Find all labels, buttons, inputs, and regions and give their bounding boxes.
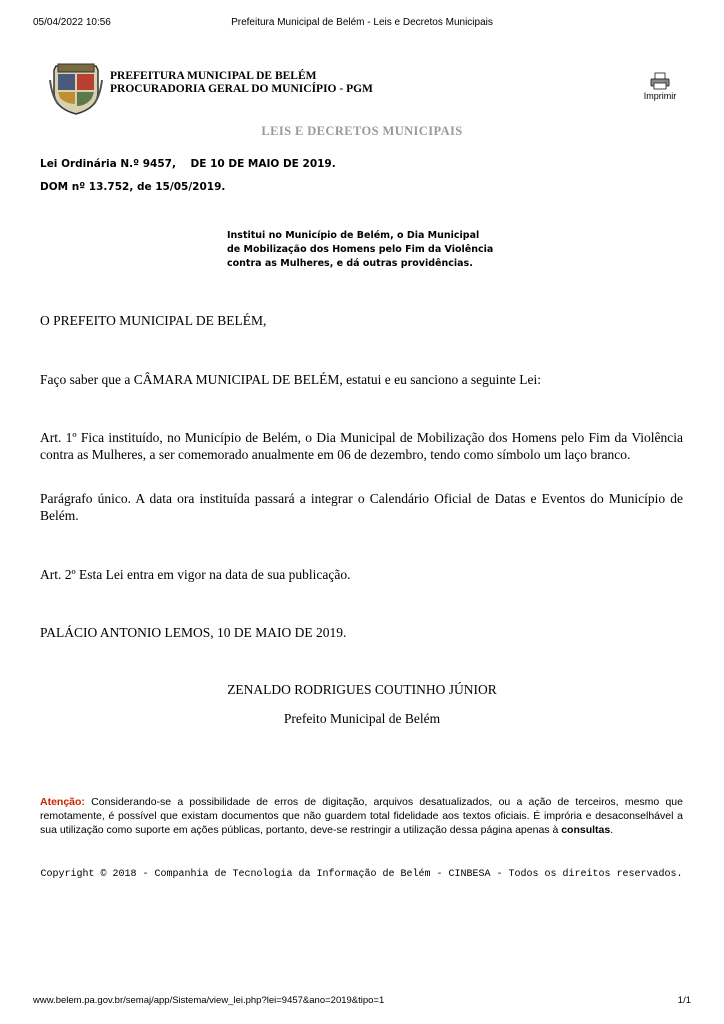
- disclaimer-end: .: [610, 824, 614, 836]
- article-1: Art. 1º Fica instituído, no Município de Belém, o Dia Municipal de Mobilização dos Homens pelo Fim da Violência contra as Mulheres, a ser comemorado anualmente em 06 de dezembro, tendo como símbolo um laço branco.: [40, 430, 683, 462]
- print-datetime: 05/04/2022 10:56: [33, 17, 111, 28]
- disclaimer-text: Considerando-se a possibilidade de erros de digitação, arquivos desatualizados, ou a ação de terceiros, mesmo que remotamente, é possível que existam documentos que não guardem total fidelidade aos textos oficiais. É imprória e desaconselhável a sua utilização como suporte em ações públicas, portanto, deve-se restringir a utilização dessa página apenas à: [40, 796, 683, 836]
- disclaimer: [40, 795, 683, 837]
- place-date: PALÁCIO ANTONIO LEMOS, 10 DE MAIO DE 2019.: [40, 625, 347, 640]
- signatory-role: Prefeito Municipal de Belém: [283, 711, 441, 726]
- print-button-label: Imprimir: [643, 91, 677, 101]
- print-page-number: 1/1: [677, 995, 691, 1006]
- org-department: PROCURADORIA GERAL DO MUNICÍPIO - PGM: [110, 83, 373, 95]
- ementa-line: contra as Mulheres, e dá outras providências.: [227, 258, 473, 269]
- consultas-link[interactable]: consultas: [561, 824, 611, 836]
- preamble-sanction: Faço saber que a CÂMARA MUNICIPAL DE BELÉM, estatui e eu sanciono a seguinte Lei:: [40, 372, 542, 387]
- section-title: LEIS E DECRETOS MUNICIPAIS: [261, 124, 463, 138]
- ementa-line: de Mobilização dos Homens pelo Fim da Violência: [227, 244, 494, 255]
- belem-crest-icon: [48, 60, 104, 116]
- article-2: Art. 2º Esta Lei entra em vigor na data de sua publicação.: [40, 567, 351, 582]
- article-1-paragraph: Parágrafo único. A data ora instituída passará a integrar o Calendário Oficial de Datas e Eventos do Município de Belém.: [40, 491, 683, 523]
- print-footer-url: www.belem.pa.gov.br/semaj/app/Sistema/view_lei.php?lei=9457&ano=2019&tipo=1: [33, 995, 385, 1006]
- copyright: Copyright © 2018 - Companhia de Tecnologia da Informação de Belém - CINBESA - Todos os direitos reservados.: [40, 869, 683, 880]
- disclaimer-label: Atenção:: [40, 796, 85, 808]
- ementa-line: Institui no Município de Belém, o Dia Municipal: [227, 230, 480, 241]
- signatory-name: ZENALDO RODRIGUES COUTINHO JÚNIOR: [227, 682, 497, 697]
- law-number: Lei Ordinária N.º 9457, DE 10 DE MAIO DE 2019.: [40, 158, 336, 170]
- preamble-prefeito: O PREFEITO MUNICIPAL DE BELÉM,: [40, 313, 267, 328]
- org-name: PREFEITURA MUNICIPAL DE BELÉM: [110, 70, 317, 82]
- print-button[interactable]: [640, 72, 680, 102]
- print-page-title: Prefeitura Municipal de Belém - Leis e Decretos Municipais: [231, 17, 493, 28]
- printer-icon: [650, 72, 670, 90]
- law-publication: DOM nº 13.752, de 15/05/2019.: [40, 181, 226, 193]
